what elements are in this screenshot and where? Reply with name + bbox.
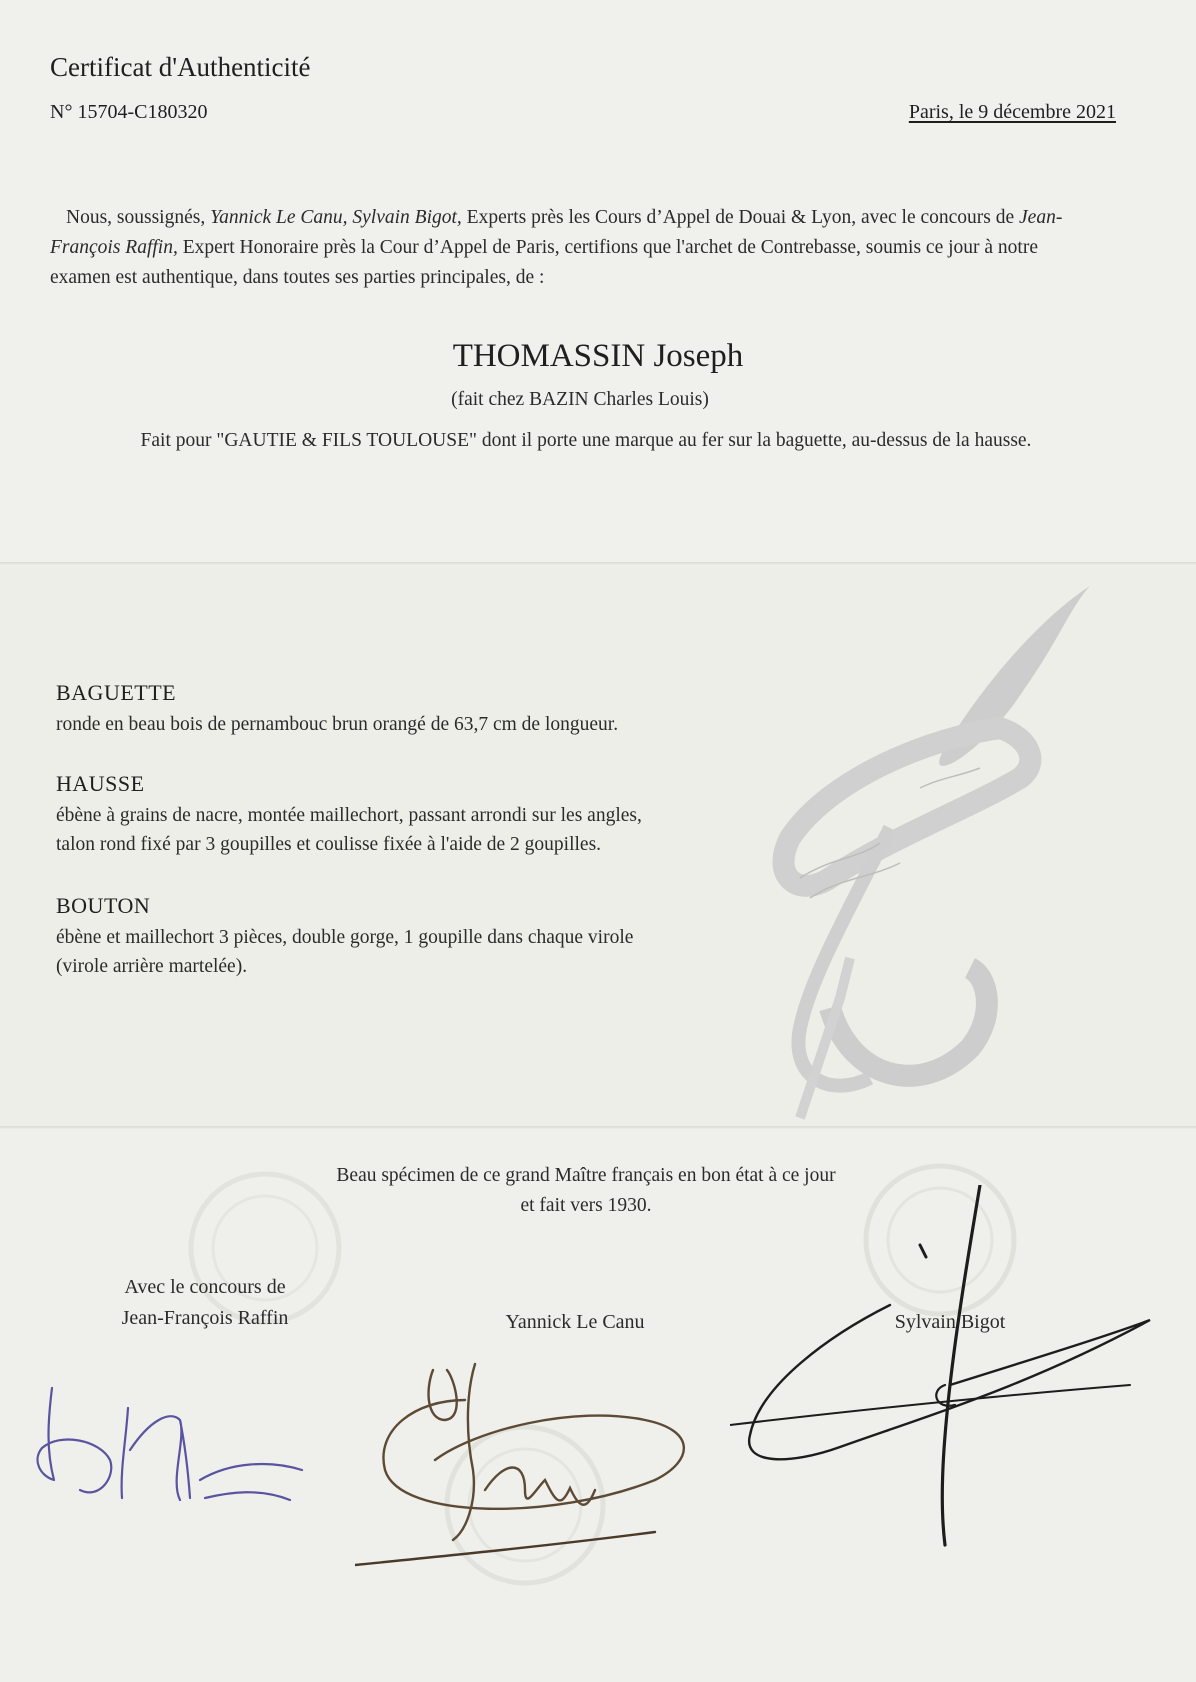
- made-for-note: Fait pour "GAUTIE & FILS TOULOUSE" dont il porte une marque au fer sur la baguette, au-dessus de la hausse.: [140, 430, 1032, 451]
- scroll-watermark-icon: [770, 578, 1120, 1143]
- place-date: Paris, le 9 décembre 2021: [908, 101, 1116, 123]
- certificate-number: N° 15704-C180320: [50, 101, 208, 123]
- intro-paragraph: [50, 203, 1100, 293]
- section-line: talon rond fixé par 3 goupilles et coulisse fixée à l'aide de 2 goupilles.: [56, 834, 602, 855]
- section-line: ébène à grains de nacre, montée maillechort, passant arrondi sur les angles,: [56, 805, 642, 826]
- signatory-label: Avec le concours de: [124, 1276, 286, 1298]
- section-bouton: [56, 893, 756, 981]
- intro-experts: Yannick Le Canu, Sylvain Bigot,: [210, 207, 462, 228]
- signature-lecanu: [355, 1360, 725, 1585]
- intro-part-2: Experts près les Cours d’Appel de Douai & Lyon, avec le concours de: [461, 207, 1020, 228]
- signatory-raffin: [100, 1272, 310, 1334]
- section-line: (virole arrière martelée).: [56, 956, 248, 977]
- section-baguette: [56, 680, 756, 739]
- maker-name: THOMASSIN Joseph: [452, 338, 744, 374]
- intro-honorary-expert: Jean-François Raffin,: [50, 207, 1063, 258]
- section-line: ébène et maillechort 3 pièces, double gorge, 1 goupille dans chaque virole: [56, 927, 634, 948]
- signature-raffin: [30, 1380, 330, 1535]
- signatory-bigot: Sylvain Bigot: [894, 1311, 1006, 1333]
- intro-part-1: Nous, soussignés,: [66, 207, 211, 228]
- section-heading: HAUSSE: [56, 771, 145, 796]
- section-heading: BAGUETTE: [56, 680, 177, 705]
- section-line: ronde en beau bois de pernambouc brun orangé de 63,7 cm de longueur.: [56, 714, 619, 735]
- signatory-lecanu: Yannick Le Canu: [505, 1311, 645, 1333]
- conclusion-line: Beau spécimen de ce grand Maître français en bon état à ce jour: [336, 1165, 836, 1186]
- signature-bigot: [730, 1185, 1170, 1560]
- workshop-note: (fait chez BAZIN Charles Louis): [451, 389, 709, 410]
- section-heading: BOUTON: [56, 893, 151, 918]
- conclusion-line: et fait vers 1930.: [520, 1195, 652, 1216]
- intro-part-3: Expert Honoraire près la Cour d’Appel de Paris, certifions que l'archet de Contrebasse, soumis ce jour à notre examen est authentique, dans toutes ses parties principales, de :: [50, 237, 1038, 288]
- section-hausse: [56, 771, 756, 859]
- panel-header: [0, 0, 1196, 562]
- certificate-title: Certificat d'Authenticité: [50, 52, 311, 82]
- signatory-name: Jean-François Raffin: [121, 1307, 289, 1329]
